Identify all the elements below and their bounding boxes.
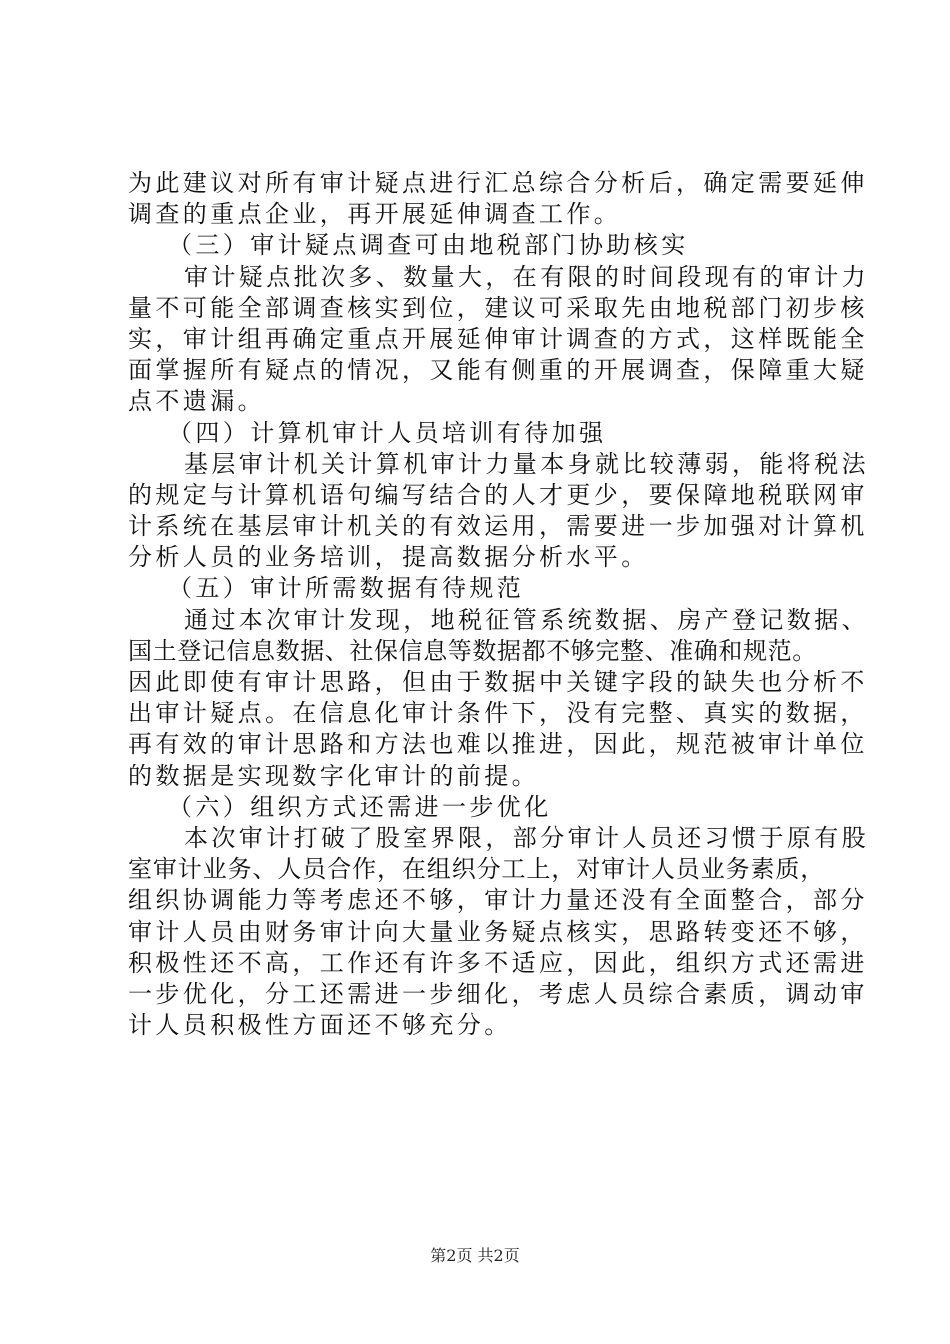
paragraph-line: 再有效的审计思路和方法也难以推进，因此，规范被审计单位 bbox=[128, 730, 868, 759]
paragraph-line: 为此建议对所有审计疑点进行汇总综合分析后，确定需要延伸 bbox=[128, 169, 868, 197]
paragraph-line: 面掌握所有疑点的情况，又能有侧重的开展调查，保障重大疑 bbox=[128, 356, 868, 385]
paragraph-line: 基层审计机关计算机审计力量本身就比较薄弱，能将税法 bbox=[184, 449, 869, 478]
paragraph-line: 出审计疑点。在信息化审计条件下，没有完整、真实的数据， bbox=[128, 699, 868, 728]
paragraph-line: 实，审计组再确定重点开展延伸审计调查的方式，这样既能全 bbox=[128, 324, 868, 353]
section-heading: （四）计算机审计人员培训有待加强 bbox=[168, 418, 607, 447]
paragraph-line: 室审计业务、人员合作，在组织分工上，对审计人员业务素质， bbox=[128, 855, 826, 884]
paragraph-line: 分析人员的业务培训，提高数据分析水平。 bbox=[128, 543, 649, 572]
section-heading: （五）审计所需数据有待规范 bbox=[168, 574, 525, 603]
paragraph-line: 组织协调能力等考虑还不够，审计力量还没有全面整合，部分 bbox=[128, 886, 868, 915]
section-heading: （三）审计疑点调查可由地税部门协助核实 bbox=[168, 231, 689, 260]
page-number-footer: 第2页 共2页 bbox=[430, 1246, 520, 1265]
paragraph-line: 通过本次审计发现，地税征管系统数据、房产登记数据、 bbox=[184, 605, 869, 634]
paragraph-line: 国土登记信息数据、社保信息等数据都不够完整、准确和规范。 bbox=[128, 636, 817, 665]
section-heading: （六）组织方式还需进一步优化 bbox=[168, 792, 552, 821]
paragraph-line: 审计疑点批次多、数量大，在有限的时间段现有的审计力 bbox=[184, 262, 869, 291]
paragraph-line: 本次审计打破了股室界限，部分审计人员还习惯于原有股 bbox=[184, 823, 869, 852]
paragraph-line: 的规定与计算机语句编写结合的人才更少，要保障地税联网审 bbox=[128, 480, 868, 509]
paragraph-line: 审计人员由财务审计向大量业务疑点核实，思路转变还不够， bbox=[128, 917, 868, 946]
paragraph-line: 调查的重点企业，再开展延伸调查工作。 bbox=[128, 200, 622, 229]
paragraph-line: 的数据是实现数字化审计的前提。 bbox=[128, 761, 539, 790]
paragraph-line: 量不可能全部调查核实到位，建议可采取先由地税部门初步核 bbox=[128, 293, 868, 322]
paragraph-line: 计系统在基层审计机关的有效运用，需要进一步加强对计算机 bbox=[128, 512, 868, 541]
paragraph-line: 积极性还不高，工作还有许多不适应，因此，组织方式还需进 bbox=[128, 948, 868, 977]
paragraph-line: 因此即使有审计思路，但由于数据中关键字段的缺失也分析不 bbox=[128, 668, 868, 696]
paragraph-line: 计人员积极性方面还不够充分。 bbox=[128, 1011, 512, 1040]
document-body bbox=[128, 168, 869, 1041]
paragraph-line: 一步优化，分工还需进一步细化，考虑人员综合素质，调动审 bbox=[128, 979, 868, 1008]
paragraph-line: 点不遗漏。 bbox=[128, 387, 265, 416]
